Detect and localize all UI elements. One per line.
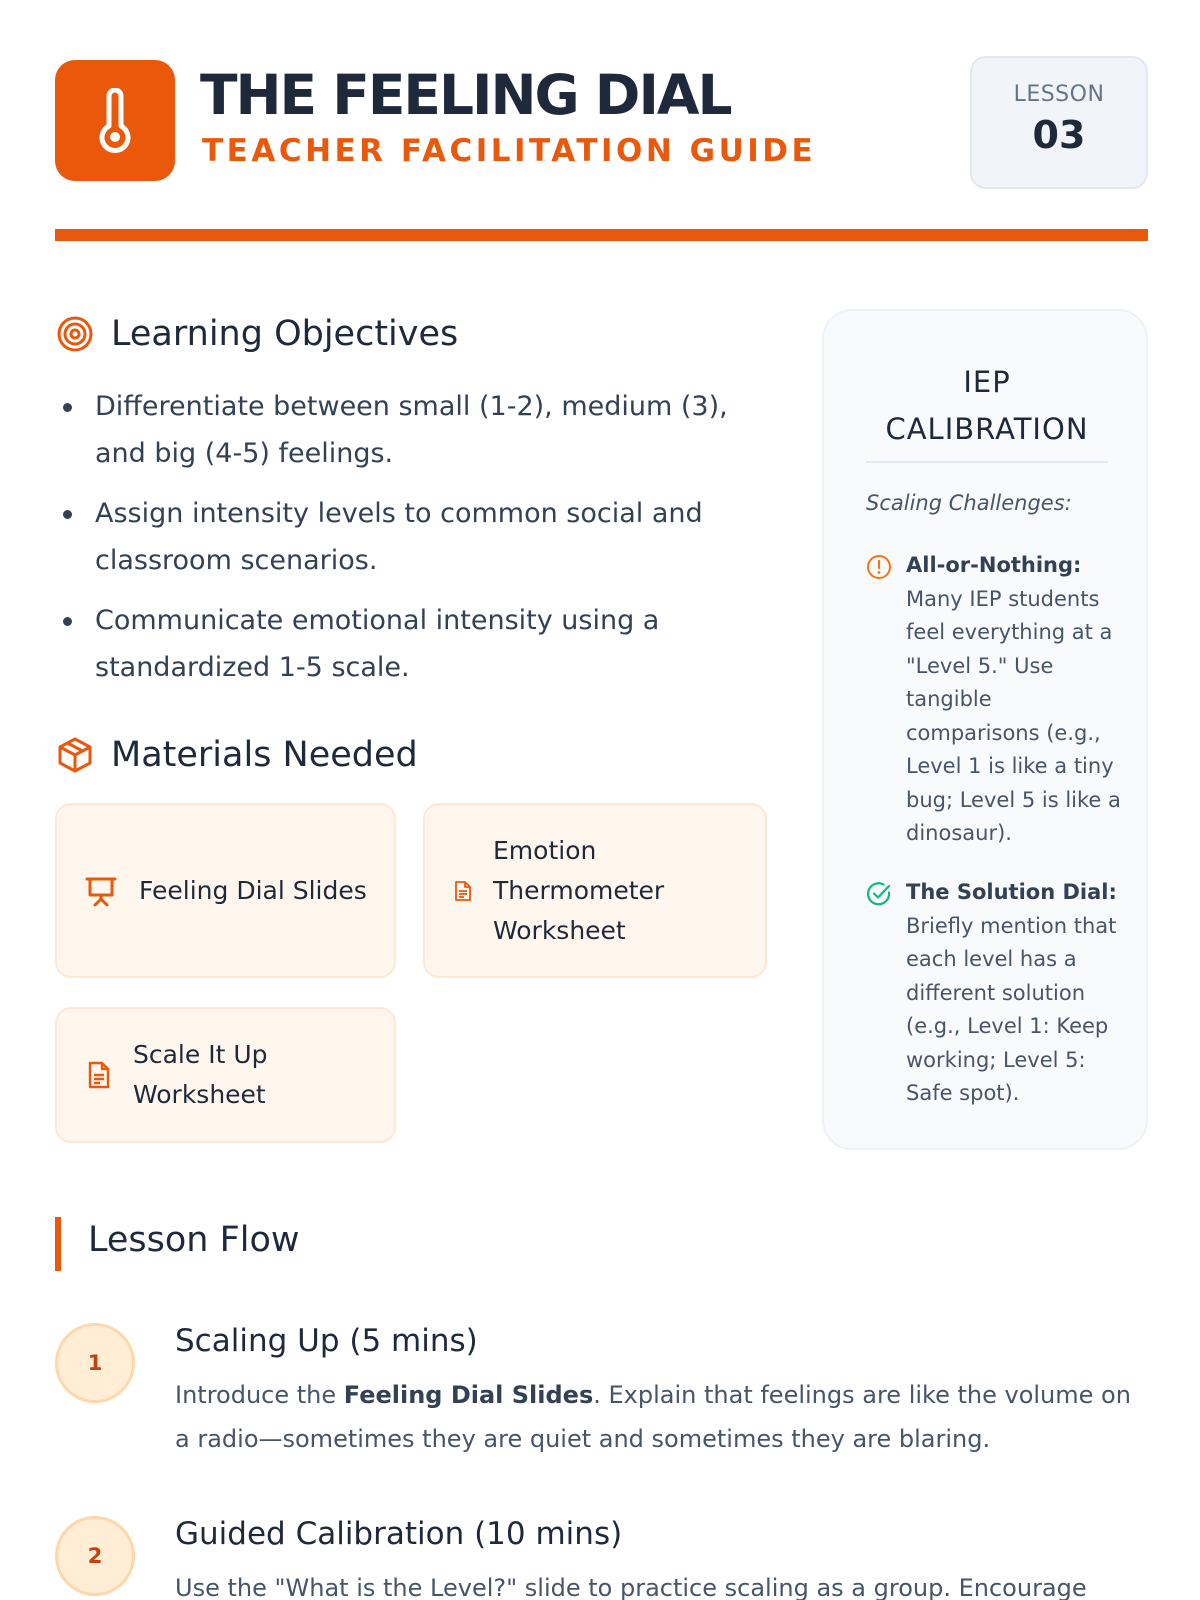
iep-subtitle: Scaling Challenges: [866,491,1072,515]
iep-note-body: Briefly mention that each level has a different solution (e.g., Level 1: Keep working; Level 5: Safe spot). [906,913,1117,1105]
material-card [55,1007,396,1143]
thermometer-icon [95,88,135,154]
step-description: Introduce the Feeling Dial Slides. Explain that feelings are like the volume on a radio—sometimes they are quiet and sometimes they are blaring. [175,1381,1131,1453]
lesson-badge [970,56,1148,189]
lesson-label: LESSON [1013,82,1105,107]
list-item: Differentiate between small (1-2), medium (3), and big (4-5) feelings. [55,383,755,477]
lesson-number: 03 [1032,113,1086,157]
section-accent-bar [55,1217,61,1271]
iep-note-body: Many IEP students feel everything at a "Level 5." Use tangible comparisons (e.g., Level 1 is like a tiny bug; Level 5 is like a dinosaur). [906,586,1121,845]
iep-note [866,876,1126,1111]
objectives-title: Learning Objectives [111,314,459,354]
iep-note-heading: All-or-Nothing: [906,553,1082,577]
iep-note [866,549,1126,851]
lesson-flow-title: Lesson Flow [88,1220,300,1260]
materials-title: Materials Needed [111,735,418,775]
step-number: 2 [55,1516,135,1596]
page-subtitle: TEACHER FACILITATION GUIDE [202,133,817,169]
material-card [55,803,396,978]
check-circle-icon [866,881,892,907]
objectives-heading [55,314,458,354]
material-label: Scale It Up Worksheet [133,1040,268,1109]
step-title: Scaling Up (5 mins) [175,1323,478,1359]
document-icon [87,1060,111,1090]
materials-heading [55,735,418,775]
material-label: Feeling Dial Slides [139,875,367,905]
document-icon [453,880,473,902]
list-item: Assign intensity levels to common social and classroom scenarios. [55,490,755,584]
iep-note-text [906,549,1126,851]
material-label: Emotion Thermometer Worksheet [493,835,665,945]
iep-note-text [906,876,1126,1111]
objectives-list [55,383,755,704]
iep-title: IEP CALIBRATION [885,365,1089,446]
step-description: Use the "What is the Level?" slide to practice scaling as a group. Encourage [175,1574,1087,1600]
material-card [423,803,767,978]
iep-divider [866,461,1108,463]
list-item: Communicate emotional intensity using a standardized 1-5 scale. [55,597,755,691]
package-icon [55,735,95,775]
logo [55,60,175,181]
header-divider [55,229,1148,241]
target-icon [55,314,95,354]
presentation-icon [85,875,117,907]
page-title: THE FEELING DIAL [200,63,731,127]
iep-note-heading: The Solution Dial: [906,880,1117,904]
material-reference: Feeling Dial Slides [343,1381,594,1409]
step-title: Guided Calibration (10 mins) [175,1516,623,1552]
iep-calibration-panel [822,309,1148,1150]
page-header [55,60,1148,187]
alert-circle-icon [866,554,892,580]
step-number: 1 [55,1323,135,1403]
